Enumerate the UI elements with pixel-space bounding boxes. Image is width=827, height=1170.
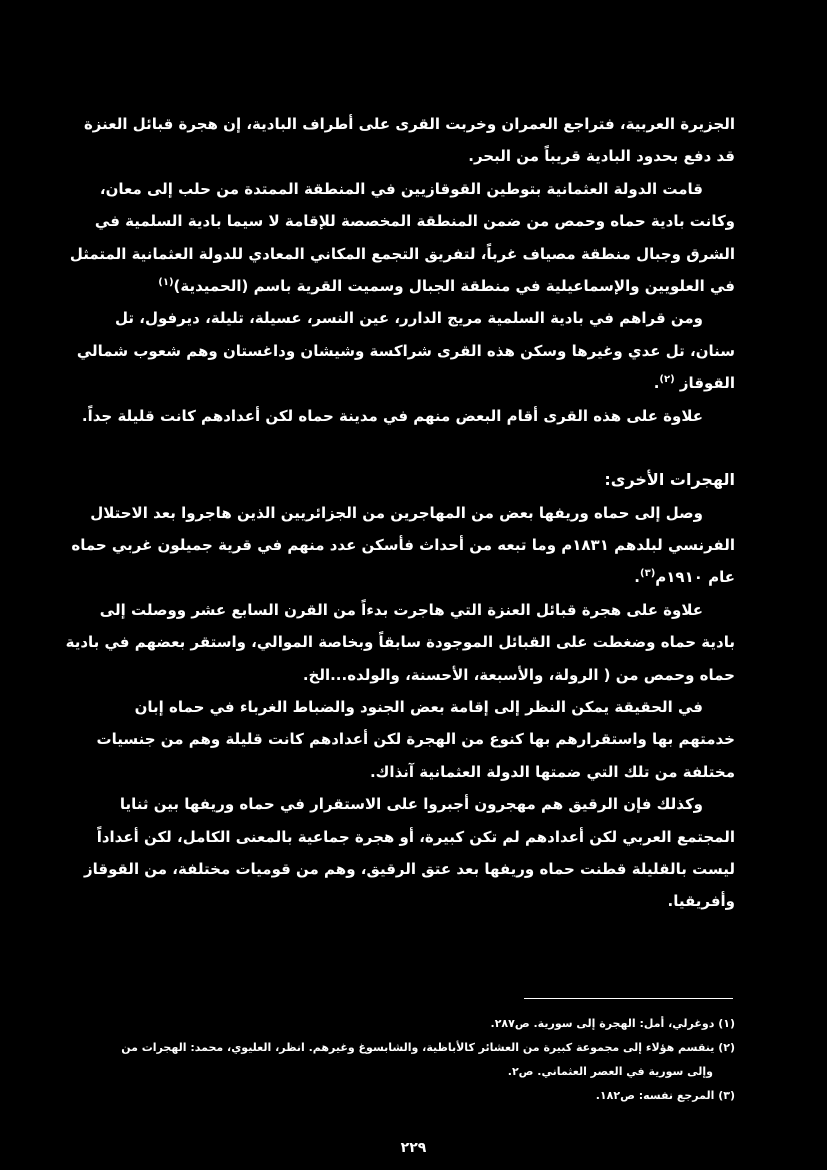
- paragraph-5-line-2: الفرنسي لبلدهم ١٨٣١م وما تبعه من أحداث فأسكن عدد منهم في قرية جميلون غربي حماه: [71, 536, 735, 555]
- footnotes: [121, 1012, 735, 1108]
- footnote-ref-2: (٢): [659, 374, 675, 386]
- paragraph-6-line-3: حماه وحمص من ( الرولة، والأسبعة، الأحسنة، والولده...الخ.: [302, 665, 735, 684]
- paragraph-2-line-3: الشرق وجبال منطقة مصياف غرباً، لتفريق التجمع المكاني المعادي للدولة العثمانية المتمثل: [69, 244, 735, 263]
- paragraph-6-line-2: بادية حماه وضغطت على القبائل الموجودة سابقاً وبخاصة الموالي، واستقر بعضهم في بادية: [65, 633, 735, 652]
- paragraph-8-line-4: وأفريقيا.: [667, 892, 735, 911]
- paragraph-1-line-1: الجزيرة العربية، فتراجع العمران وخربت القرى على أطراف البادية، إن هجرة قبائل العنزة: [83, 115, 735, 133]
- section-heading: الهجرات الأخرى:: [604, 470, 735, 490]
- paragraph-5-line-3-text: عام ١٩١٠م: [655, 568, 735, 587]
- footnote-separator: [524, 998, 733, 999]
- paragraph-3-line-3: القوقاز $^{(٢)}$.: [653, 374, 735, 393]
- paragraph-2-line-2: وكانت بادية حماه وحمص من ضمن المنطقة المخصصة للإقامة لا سيما بادية السلمية في: [94, 212, 735, 231]
- paragraph-5-line-3: عام ١٩١٠م$^{(٣)}$.: [634, 568, 735, 587]
- footnote-2-continued: وإلى سورية في العصر العثماني. ص٢.: [507, 1065, 713, 1078]
- paragraph-3-line-2: سنان، تل عدي وغيرها وسكن هذه القرى شراكسة وشيشان وداغستان وهم شعوب شمالي: [76, 341, 735, 360]
- paragraph-7-line-1: في الحقيقة يمكن النظر إلى إقامة بعض الجنود والضباط الغرباء في حماه إبان: [134, 698, 703, 717]
- paragraph-8-line-3: ليست بالقليلة قطنت حماه وريفها بعد عتق الرقيق، وهم من قوميات مختلفة، من القوقاز: [84, 859, 735, 878]
- paragraph-3-line-3-text: القوقاز: [679, 374, 735, 393]
- footnote-3: (٣) المرجع نفسه: ص١٨٢.: [595, 1089, 735, 1102]
- paragraph-8-line-1: وكذلك فإن الرقيق هم مهجرون أجبروا على الاستقرار في حماه وريفها بين ثنايا: [119, 795, 703, 814]
- footnote-ref-1: (١): [158, 276, 174, 288]
- blank-line: [130, 432, 735, 464]
- paragraph-5-line-1: وصل إلى حماه وريفها بعض من المهاجرين من الجزائريين الذين هاجروا بعد الاحتلال: [90, 503, 703, 522]
- paragraph-3-line-1: ومن قراهم في بادية السلمية مريج الدارر، عين النسر، عسيلة، تليلة، ديرفول، تل: [115, 309, 703, 328]
- footnote-1: (١) دوغرلي، أمل: الهجرة إلى سورية. ص٢٨٧.: [490, 1017, 735, 1030]
- paragraph-1-line-2: قد دفع بحدود البادية قريباً من البحر.: [468, 147, 735, 166]
- paragraph-8-line-2: المجتمع العربي لكن أعدادهم لم تكن كبيرة، أو هجرة جماعية بالمعنى الكامل، لكن أعداداً: [96, 827, 735, 846]
- paragraph-6-line-1: علاوة على هجرة قبائل العنزة التي هاجرت بدءاً من القرن السابع عشر ووصلت إلى: [99, 600, 703, 619]
- footnote-2: (٢) ينقسم هؤلاء إلى مجموعة كبيرة من العشائر كالأباظية، والشابسوغ وغيرهم. انظر، العليوي، محمد: الهجرات من: [121, 1041, 735, 1054]
- paragraph-7-line-2: خدمتهم بها واستقرارهم بها كنوع من الهجرة لكن أعدادهم كانت قليلة وهم من جنسيات: [96, 730, 735, 749]
- page-number: ٢٢٩: [400, 1140, 427, 1156]
- footnote-ref-3: (٣): [640, 568, 656, 580]
- paragraph-4: علاوة على هذه القرى أقام البعض منهم في مدينة حماه لكن أعدادهم كانت قليلة جداً.: [81, 406, 703, 425]
- paragraph-7-line-3: مختلفة من تلك التي ضمتها الدولة العثمانية آنذاك.: [369, 762, 735, 781]
- paragraph-2-line-4: [130, 270, 735, 302]
- paragraph-2-line-4-text: في العلويين والإسماعيلية في منطقة الجبال وسميت القرية باسم (الحميدية): [173, 276, 735, 295]
- body-text: [65, 108, 735, 918]
- paragraph-2-line-1: قامت الدولة العثمانية بتوطين القوقازيين في المنطقة الممتدة من حلب إلى معان،: [99, 179, 703, 198]
